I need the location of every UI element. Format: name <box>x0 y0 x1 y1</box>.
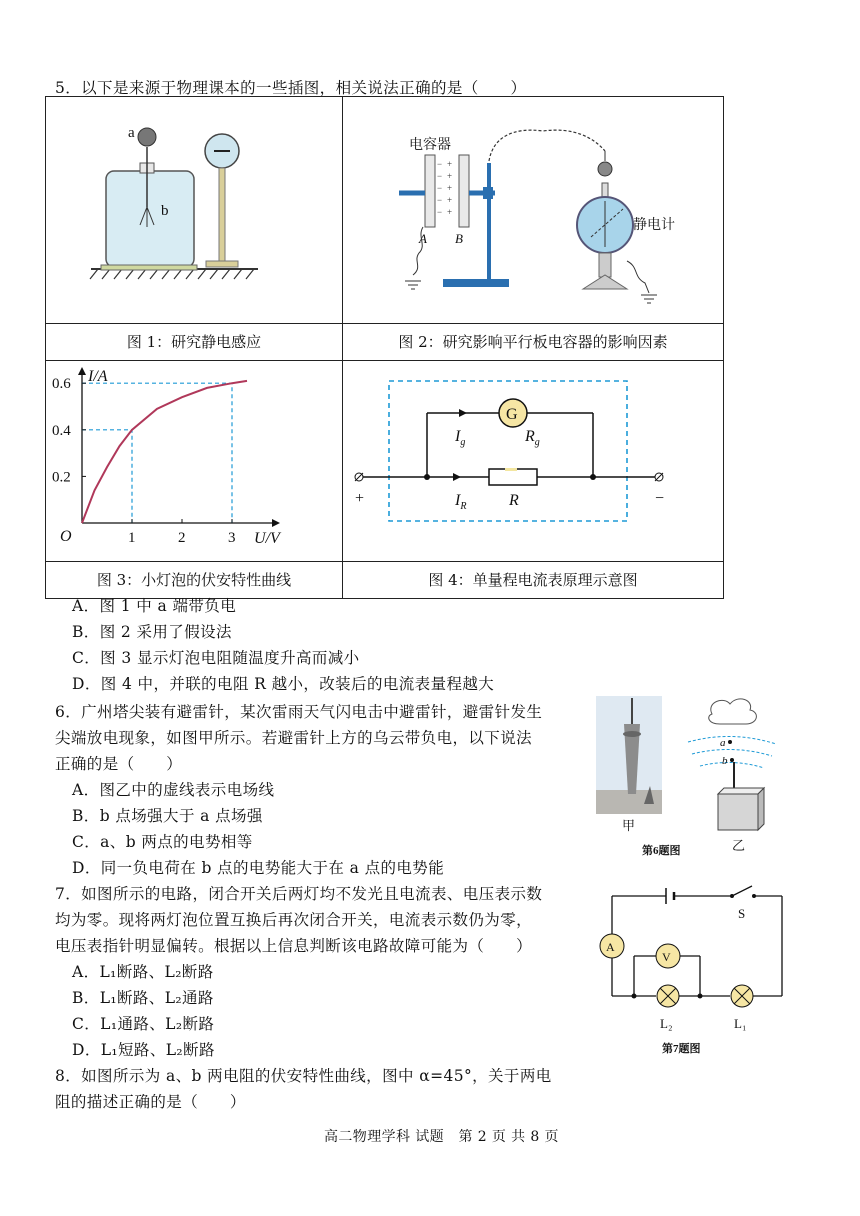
fig4-label-Rg-sub: g <box>534 437 540 448</box>
fig3-x-tick-label: 3 <box>228 530 236 546</box>
fig3-x-tick-label: 1 <box>128 530 136 546</box>
q7-stem-line-2: 均为零。现将两灯泡位置互换后再次闭合开关，电流表示数仍为零， <box>55 911 533 929</box>
q5-option-a: A．图 1 中 a 端带负电 <box>72 597 237 615</box>
fig4-label-Rg: R <box>525 428 535 445</box>
fig4-label-Ig: I <box>455 428 461 445</box>
q7-option-b: B．L₁断路、L₂通路 <box>72 989 214 1007</box>
q6-label-jia: 甲 <box>622 818 636 833</box>
fig3-caption: 图 3：小灯泡的伏安特性曲线 <box>46 561 342 598</box>
q6-stem-line-3: 正确的是（ ） <box>55 755 183 773</box>
fig3-origin: O <box>60 528 72 545</box>
fig3-y-tick-label: 0.4 <box>52 422 71 439</box>
q7-label-S: S <box>738 906 746 921</box>
fig3-guide-line <box>82 383 232 523</box>
q6-caption: 第6题图 <box>642 845 681 857</box>
q7-label-L1: L₁ <box>734 1016 747 1031</box>
fig1-cell <box>46 97 343 361</box>
fig4-label-IR-sub: R <box>460 501 467 512</box>
fig1-label-a: a <box>128 125 135 141</box>
q5-option-c: C．图 3 显示灯泡电阻随温度升高而减小 <box>72 649 360 667</box>
fig3-guide-line <box>82 430 132 523</box>
fig4-caption: 图 4：单量程电流表原理示意图 <box>343 561 723 598</box>
svg-text:Ig <box>454 428 465 448</box>
q7-label-V: V <box>662 950 671 964</box>
fig1-caption: 图 1：研究静电感应 <box>46 323 342 360</box>
q8-stem-line-1: 8．如图所示为 a、b 两电阻的伏安特性曲线，图中 α=45°，关于两电 <box>55 1067 552 1085</box>
svg-text:IR <box>454 492 466 512</box>
svg-text:+: + <box>447 195 453 205</box>
svg-text:+: + <box>447 183 453 193</box>
q5-stem: 5．以下是来源于物理课本的一些插图，相关说法正确的是（ ） <box>55 79 527 97</box>
svg-text:−: − <box>437 195 443 205</box>
fig3-cell <box>46 361 343 599</box>
fig4-minus: − <box>655 490 665 507</box>
fig4-label-G: G <box>506 406 518 423</box>
fig4-label-IR: I <box>455 492 461 509</box>
fig4-label-R: R <box>509 492 519 509</box>
fig3-ylabel: I/A <box>88 368 108 385</box>
fig2-cell <box>343 97 724 361</box>
fig2-capacitor-apparatus <box>343 97 723 319</box>
q6-stem-line-2: 尖端放电现象，如图甲所示。若避雷针上方的乌云带负电，以下说法 <box>55 729 533 747</box>
fig1-electroscope <box>46 97 342 319</box>
fig3-iv-curve <box>82 381 247 523</box>
svg-text:−: − <box>437 159 443 169</box>
q7-label-A: A <box>606 940 615 954</box>
q7-option-a: A．L₁断路、L₂断路 <box>72 963 214 981</box>
page-footer: 高二物理学科 试题 第 2 页 共 8 页 <box>324 1129 559 1145</box>
fig2-label-meter: 静电计 <box>633 218 675 233</box>
q6-label-b: b <box>722 755 728 767</box>
fig4-ammeter-circuit <box>343 361 723 557</box>
q5-option-b: B．图 2 采用了假设法 <box>72 623 232 641</box>
q5-option-d: D．图 4 中，并联的电阻 R 越小，改装后的电流表量程越大 <box>72 675 495 693</box>
q7-stem-line-1: 7．如图所示的电路，闭合开关后两灯均不发光且电流表、电压表示数 <box>55 885 543 903</box>
q6-label-a: a <box>720 737 726 749</box>
q8-stem-line-2: 阻的描述正确的是（ ） <box>55 1093 246 1111</box>
q6-stem-line-1: 6．广州塔尖装有避雷针，某次雷雨天气闪电击中避雷针，避雷针发生 <box>55 703 543 721</box>
svg-text:+: + <box>447 171 453 181</box>
q6-option-b: B．b 点场强大于 a 点场强 <box>72 807 263 825</box>
fig1-label-b: b <box>161 203 169 219</box>
q7-option-d: D．L₁短路、L₂断路 <box>72 1041 215 1059</box>
q6-option-a: A．图乙中的虚线表示电场线 <box>72 781 275 799</box>
svg-text:Rg <box>524 428 540 448</box>
svg-text:−: − <box>437 183 443 193</box>
q6-label-yi: 乙 <box>732 838 746 853</box>
q5-figure-table <box>45 96 724 599</box>
fig2-caption: 图 2：研究影响平行板电容器的影响因素 <box>343 323 723 360</box>
fig3-x-tick-label: 2 <box>178 530 186 546</box>
q6-option-c: C．a、b 两点的电势相等 <box>72 833 253 851</box>
fig4-label-Ig-sub: g <box>460 437 466 448</box>
q7-circuit-figure <box>596 880 796 1058</box>
fig2-label-B: B <box>455 231 463 246</box>
fig3-iv-chart <box>46 361 342 557</box>
q6-option-d: D．同一负电荷在 b 点的电势能大于在 a 点的电势能 <box>72 859 445 877</box>
fig2-label-capacitor: 电容器 <box>409 138 451 153</box>
svg-text:−: − <box>437 171 443 181</box>
svg-text:+: + <box>447 159 453 169</box>
fig2-label-A: A <box>419 231 427 246</box>
q6-figure <box>592 694 792 862</box>
q7-caption: 第7题图 <box>662 1043 701 1055</box>
fig3-y-tick-label: 0.6 <box>52 376 71 393</box>
fig4-plus: + <box>355 490 365 507</box>
fig3-xlabel: U/V <box>254 530 280 547</box>
q7-stem-line-3: 电压表指针明显偏转。根据以上信息判断该电路故障可能为（ ） <box>55 937 533 955</box>
svg-text:−: − <box>437 207 443 217</box>
fig4-cell <box>343 361 724 599</box>
fig3-y-tick-label: 0.2 <box>52 469 71 486</box>
q7-label-L2: L₂ <box>660 1016 673 1031</box>
q7-option-c: C．L₁通路、L₂断路 <box>72 1015 215 1033</box>
svg-text:+: + <box>447 207 453 217</box>
